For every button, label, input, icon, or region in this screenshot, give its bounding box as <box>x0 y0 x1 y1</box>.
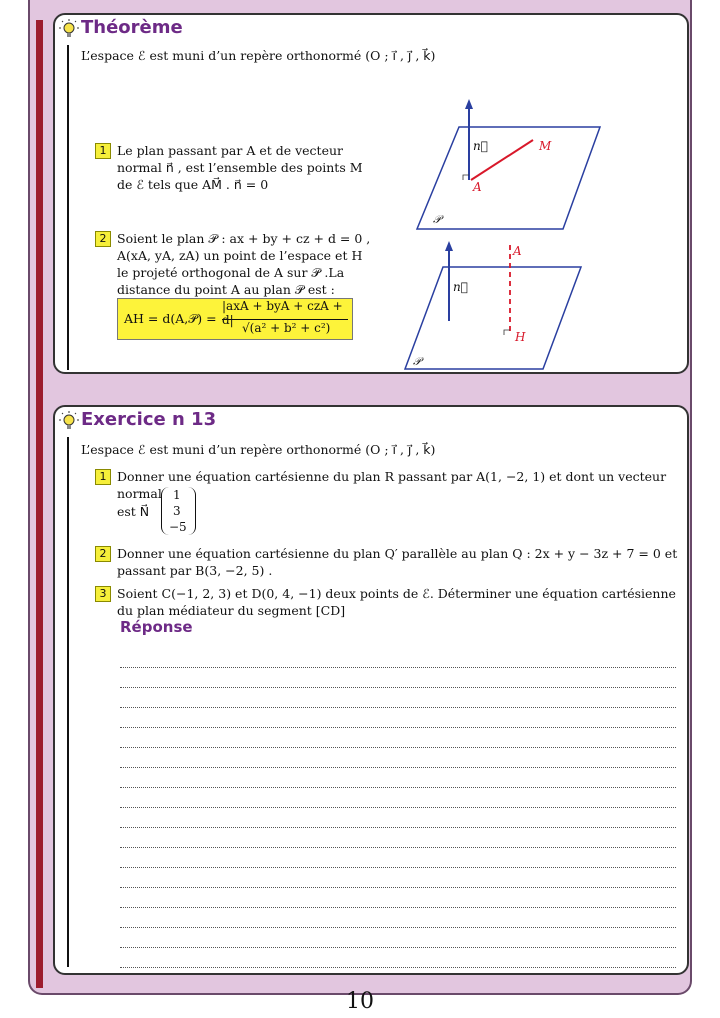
answer-line[interactable] <box>120 947 676 948</box>
answer-line[interactable] <box>120 967 676 968</box>
label-h: H <box>515 330 526 344</box>
lightbulb-icon <box>59 411 79 433</box>
exercise-vertical-rule <box>67 437 69 967</box>
exercise-item-1-text: Donner une équation cartésienne du plan R passant par A(1, −2, 1) et dont un vecteur normal <box>117 469 667 501</box>
item-number-badge: 3 <box>95 586 111 602</box>
exercise-intro: L’espace ℰ est muni d’un repère orthonormé (O ; i⃗ , j⃗ , k⃗) <box>81 442 436 457</box>
theorem-intro: L’espace ℰ est muni d’un repère orthonormé (O ; i⃗ , j⃗ , k⃗) <box>81 48 436 63</box>
answer-line[interactable] <box>120 807 676 808</box>
fraction-bar <box>222 319 348 320</box>
answer-line[interactable] <box>120 867 676 868</box>
answer-line[interactable] <box>120 767 676 768</box>
label-p-2: 𝒫 <box>413 355 421 368</box>
vector-component-2: 3 <box>173 504 181 518</box>
formula-numerator: |axA + byA + czA + d| <box>222 299 343 327</box>
theorem-item-1-text: Le plan passant par A et de vecteur normal n⃗ , est l’ensemble des points M de ℰ tels que AM⃗ . n⃗ = 0 <box>117 143 363 192</box>
answer-line[interactable] <box>120 907 676 908</box>
plane-figures <box>403 95 663 380</box>
exercise-item-2 <box>95 545 685 579</box>
answer-line[interactable] <box>120 727 676 728</box>
theorem-title: Théorème <box>81 17 183 38</box>
theorem-item-1 <box>95 142 375 193</box>
vector-paren-right <box>187 487 196 535</box>
theorem-box <box>53 13 689 374</box>
lightbulb-icon <box>59 19 79 41</box>
answer-line[interactable] <box>120 887 676 888</box>
exercise-item-2-text: Donner une équation cartésienne du plan Q′ parallèle au plan Q : 2x + y − 3z + 7 = 0 et passant par B(3, −2, 5) . <box>117 546 678 578</box>
answer-line[interactable] <box>120 827 676 828</box>
label-p-1: 𝒫 <box>433 213 441 226</box>
label-a-1: A <box>473 180 482 194</box>
exercise-item-3-text: Soient C(−1, 2, 3) et D(0, 4, −1) deux points de ℰ. Déterminer une équation cartésienne du plan médiateur du segment [CD] <box>117 586 676 618</box>
vector-label: est N⃗ <box>117 504 150 519</box>
item-number-badge: 2 <box>95 546 111 562</box>
label-n-2: n⃗ <box>453 280 468 294</box>
plane-2 <box>405 267 581 369</box>
formula-lhs: AH = d(A,𝒫) = <box>124 311 217 326</box>
theorem-item-2 <box>95 230 375 298</box>
response-label: Réponse <box>120 618 193 636</box>
exercise-title: Exercice n 13 <box>81 409 217 430</box>
vector-component-1: 1 <box>173 488 181 502</box>
label-n-1: n⃗ <box>473 139 488 153</box>
plane-1 <box>417 127 600 229</box>
page-number: 10 <box>346 989 374 1014</box>
exercise-item-3 <box>95 585 685 619</box>
answer-line[interactable] <box>120 707 676 708</box>
answer-line[interactable] <box>120 687 676 688</box>
distance-formula <box>117 298 353 340</box>
item-number-badge: 2 <box>95 231 111 247</box>
answer-line[interactable] <box>120 787 676 788</box>
item-number-badge: 1 <box>95 469 111 485</box>
label-m: M <box>539 139 552 153</box>
answer-line[interactable] <box>120 927 676 928</box>
answer-line[interactable] <box>120 847 676 848</box>
theorem-vertical-rule <box>67 45 69 370</box>
answer-line[interactable] <box>120 747 676 748</box>
theorem-item-2-text: Soient le plan 𝒫 : ax + by + cz + d = 0 , A(xA, yA, zA) un point de l’espace et H le projeté orthogonal de A sur 𝒫 .La distance du point A au plan 𝒫 est : <box>117 231 371 297</box>
formula-denominator: √(a² + b² + c²) <box>242 321 331 335</box>
exercise-item-1-vector <box>117 487 317 537</box>
side-bar <box>36 20 43 988</box>
item-number-badge: 1 <box>95 143 111 159</box>
vector-component-3: −5 <box>169 520 187 534</box>
answer-line[interactable] <box>120 667 676 668</box>
label-a-2: A <box>513 244 522 258</box>
exercise-box <box>53 405 689 975</box>
